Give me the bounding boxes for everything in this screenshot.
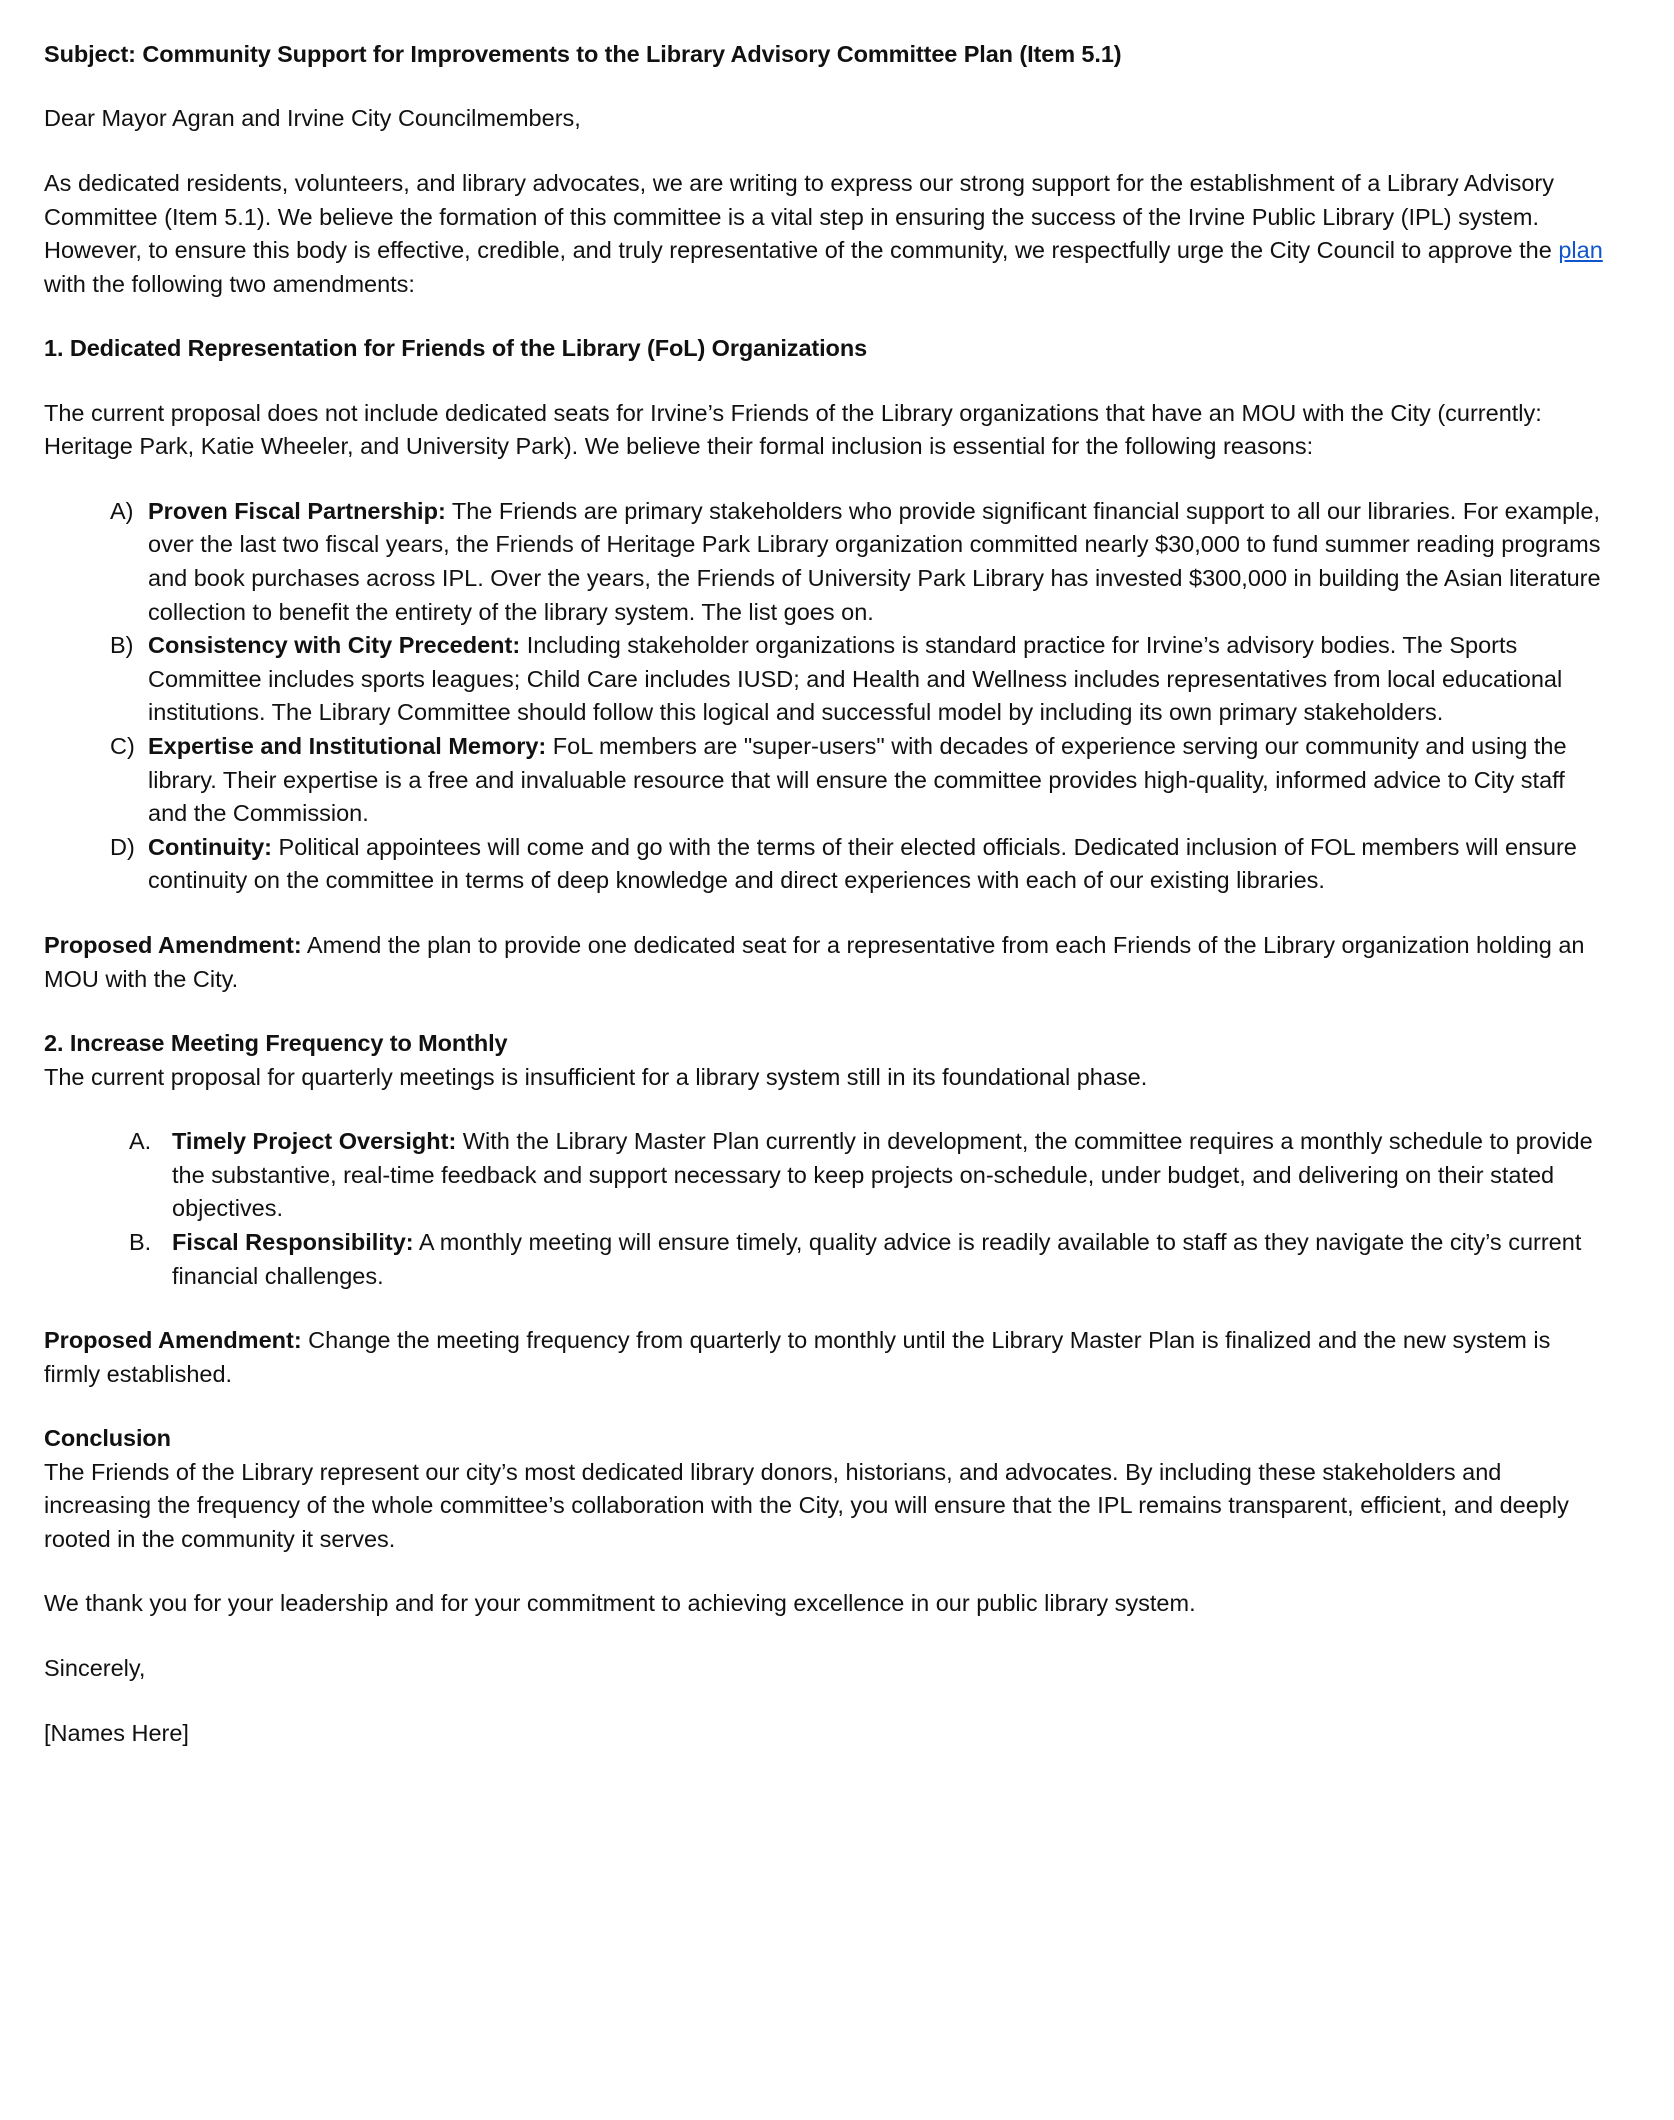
spacer [44, 366, 1604, 397]
list-item [44, 495, 1604, 629]
list-item-lead: Proven Fiscal Partnership: [148, 497, 446, 524]
intro-text-before-link: As dedicated residents, volunteers, and library advocates, we are writing to express our strong support for the establishment of a Library Advisory Committee (Item 5.1). We believe the formation of this committee is a vital step in ensuring the success of the Irvine Public Library (IPL) system. However, to ensure this body is effective, credible, and truly representative of the community, we respectfully urge the City Council to approve the [44, 169, 1559, 264]
spacer [44, 996, 1604, 1027]
amendment-label: Proposed Amendment: [44, 1327, 302, 1354]
list-item-text: With the Library Master Plan currently in development, the committee requires a monthly schedule to provide the substantive, real-time feedback and support necessary to keep projects on-schedule, under budget, and delivering on their stated objectives. [172, 1128, 1593, 1222]
amendment-label: Proposed Amendment: [44, 932, 302, 958]
list-item-text: FoL members are "super-users" with decades of experience serving our community and using the library. Their expertise is a free and invaluable resource that will ensure the committee provides high-quality, informed advice to City staff and the Commission. [148, 733, 1567, 827]
list-item [44, 730, 1604, 831]
closing-line: Sincerely, [44, 1655, 146, 1682]
list-marker: B) [110, 632, 134, 659]
list-marker: B. [129, 1228, 152, 1255]
spacer [44, 71, 1604, 102]
amendment-text: Amend the plan to provide one dedicated seat for a representative from each Friends of the Library organization holding an MOU with the City. [44, 932, 1585, 992]
spacer [44, 301, 1604, 332]
plan-link[interactable]: plan [1558, 237, 1603, 264]
list-item-lead: Timely Project Oversight: [172, 1128, 457, 1155]
list-item-text: Political appointees will come and go with the terms of their elected officials. Dedicated inclusion of FOL members will ensure continuity on the committee in terms of deep knowledge and direct experiences with each of our existing libraries. [148, 833, 1577, 894]
spacer [44, 464, 1604, 495]
conclusion-heading: Conclusion [44, 1425, 171, 1452]
list-item-text: The Friends are primary stakeholders who provide significant financial support to all our libraries. For example, over the last two fiscal years, the Friends of Heritage Park Library organization committed nearly $30,000 to fund summer reading programs and book purchases across IPL. Over the years, the Friends of University Park Library has invested $300,000 in building the Asian literature collection to benefit the entirety of the library system. The list goes on. [148, 497, 1601, 625]
conclusion-body: The Friends of the Library represent our city’s most dedicated library donors, historians, and advocates. By including these stakeholders and increasing the frequency of the whole committee’s collaboration with the City, you will ensure that the IPL remains transparent, efficient, and deeply rooted in the community it serves. [44, 1458, 1569, 1552]
spacer [44, 1391, 1604, 1422]
list-item [44, 1226, 1604, 1293]
section-1-list [44, 495, 1604, 898]
section-2-list [44, 1125, 1604, 1293]
spacer [44, 1621, 1604, 1652]
list-marker: A) [110, 497, 134, 524]
section-2-amendment [44, 1324, 1604, 1391]
spacer [44, 1686, 1604, 1717]
section-1-body: The current proposal does not include dedicated seats for Irvine’s Friends of the Library organizations that have an MOU with the City (currently: Heritage Park, Katie Wheeler, and University Park). We believe their formal inclusion is essential for the following reasons: [44, 399, 1542, 460]
list-marker: C) [110, 733, 135, 760]
intro-paragraph [44, 167, 1604, 301]
spacer [44, 1556, 1604, 1587]
letter-body [44, 38, 1604, 1750]
spacer [44, 1094, 1604, 1125]
list-item-lead: Consistency with City Precedent: [148, 632, 521, 659]
section-2-heading: 2. Increase Meeting Frequency to Monthly [44, 1030, 508, 1057]
list-item [44, 629, 1604, 730]
list-item [44, 831, 1604, 898]
section-1-heading: 1. Dedicated Representation for Friends of the Library (FoL) Organizations [44, 335, 868, 362]
subject-line: Subject: Community Support for Improvements to the Library Advisory Committee Plan (Item 5.1) [44, 41, 1122, 67]
list-item-lead: Continuity: [148, 833, 272, 860]
spacer [44, 136, 1604, 167]
list-marker: D) [110, 833, 135, 860]
thanks-paragraph: We thank you for your leadership and for your commitment to achieving excellence in our public library system. [44, 1590, 1196, 1617]
section-1-amendment [44, 929, 1604, 996]
intro-text-after-link: with the following two amendments: [44, 270, 415, 297]
amendment-text: Change the meeting frequency from quarterly to monthly until the Library Master Plan is finalized and the new system is firmly established. [44, 1327, 1551, 1387]
list-item-text: Including stakeholder organizations is standard practice for Irvine’s advisory bodies. The Sports Committee includes sports leagues; Child Care includes IUSD; and Health and Wellness includes representatives from local educational institutions. The Library Committee should follow this logical and successful model by including its own primary stakeholders. [148, 632, 1563, 726]
list-item-lead: Fiscal Responsibility: [172, 1228, 414, 1255]
list-item [44, 1125, 1604, 1226]
salutation: Dear Mayor Agran and Irvine City Councilmembers, [44, 105, 581, 132]
list-item-lead: Expertise and Institutional Memory: [148, 733, 547, 760]
section-2-body: The current proposal for quarterly meetings is insufficient for a library system still in its foundational phase. [44, 1063, 1148, 1090]
list-marker: A. [129, 1128, 152, 1155]
spacer [44, 1293, 1604, 1324]
list-item-text: A monthly meeting will ensure timely, quality advice is readily available to staff as they navigate the city’s current financial challenges. [172, 1228, 1582, 1289]
signature-placeholder: [Names Here] [44, 1719, 189, 1746]
spacer [44, 898, 1604, 929]
